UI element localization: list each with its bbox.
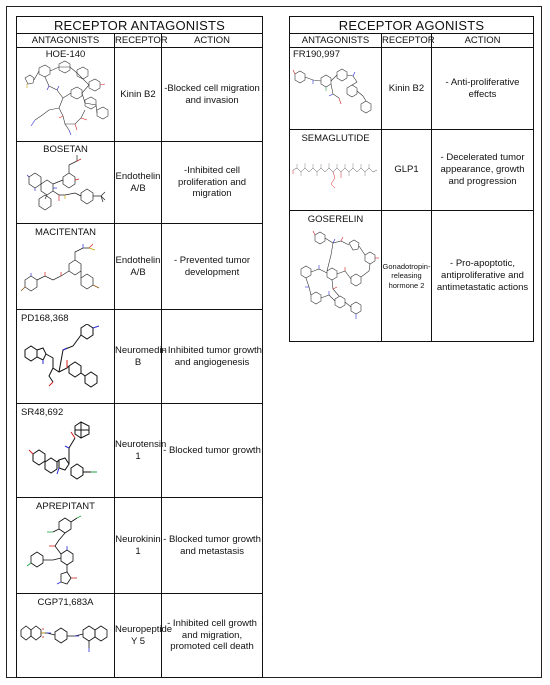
compound-cell	[290, 211, 382, 342]
compound-name: SEMAGLUTIDE	[301, 133, 370, 144]
table-row	[17, 498, 263, 594]
compound-cell	[290, 130, 382, 211]
hoe140-structure-icon	[19, 60, 113, 136]
table-row	[17, 404, 263, 498]
action-cell: - Inhibited cell growth and migration, promoted cell death	[162, 594, 263, 678]
table-row	[17, 48, 263, 142]
action-cell: - Inhibited tumor growth and angiogenesis	[162, 310, 263, 404]
action-cell: -Inhibited cell proliferation and migration	[162, 142, 263, 224]
macitentan-structure-icon	[19, 238, 113, 300]
semaglutide-structure-icon	[291, 144, 381, 204]
action-cell: -Blocked cell migration and invasion	[162, 48, 263, 142]
table-row	[17, 142, 263, 224]
column-header-antagonists: ANTAGONISTS	[290, 34, 382, 48]
compound-cell	[17, 224, 115, 310]
antagonists-table	[16, 16, 263, 678]
action-cell: - Anti-proliferative effects	[432, 48, 534, 130]
column-header-antagonists: ANTAGONISTS	[17, 34, 115, 48]
goserelin-structure-icon	[291, 225, 381, 333]
compound-name: SR48,692	[21, 407, 64, 418]
table-row	[17, 594, 263, 678]
table-row	[290, 48, 534, 130]
compound-cell	[17, 48, 115, 142]
receptor-cell: GLP1	[382, 130, 432, 211]
compound-name: FR190,997	[293, 49, 341, 60]
receptor-cell: Endothelin A/B	[115, 224, 162, 310]
compound-name: PD168,368	[21, 313, 69, 324]
compound-cell	[17, 142, 115, 224]
compound-name: CGP71,683A	[37, 597, 94, 608]
compound-name: GOSERELIN	[307, 214, 364, 225]
compound-cell	[17, 404, 115, 498]
compound-name: HOE-140	[45, 49, 86, 60]
column-header-action: ACTION	[162, 34, 263, 48]
receptor-cell: Gonadotropin-releasing hormone 2	[382, 211, 432, 342]
column-header-receptor: RECEPTOR	[115, 35, 168, 46]
action-cell: - Blocked tumor growth and metastasis	[162, 498, 263, 594]
table-row	[290, 130, 534, 211]
receptor-cell: Kinin B2	[382, 48, 432, 130]
action-cell: - Pro-apoptotic, antiproliferative and antimetastatic actions	[432, 211, 534, 342]
table-row	[17, 310, 263, 404]
compound-cell	[290, 48, 382, 130]
column-header-action: ACTION	[432, 34, 534, 48]
compound-name: APREPITANT	[36, 501, 95, 512]
action-cell: - Blocked tumor growth	[162, 404, 263, 498]
receptor-cell: Neurotensin 1	[115, 404, 162, 498]
column-header-receptor: RECEPTOR	[382, 35, 435, 46]
receptor-cell: Neuromedin B	[115, 310, 162, 404]
compound-name: MACITENTAN	[34, 227, 97, 238]
agonists-table	[289, 16, 534, 342]
sr48692-structure-icon	[19, 418, 113, 492]
agonists-table-title: RECEPTOR AGONISTS	[290, 17, 534, 34]
compound-cell	[17, 498, 115, 594]
compound-cell	[17, 594, 115, 678]
action-cell: - Prevented tumor development	[162, 224, 263, 310]
bosentan-structure-icon	[19, 155, 113, 217]
receptor-cell: Neurokinin 1	[115, 498, 162, 594]
pd168368-structure-icon	[19, 324, 113, 398]
receptor-cell: Endothelin A/B	[115, 142, 162, 224]
compound-cell	[17, 310, 115, 404]
action-cell: - Decelerated tumor appearance, growth and progression	[432, 130, 534, 211]
receptor-cell: Kinin B2	[115, 48, 162, 142]
compound-name: BOSETAN	[43, 144, 88, 155]
cgp71683a-structure-icon	[19, 608, 113, 672]
table-row	[290, 211, 534, 342]
aprepitant-structure-icon	[19, 512, 113, 588]
table-row	[17, 224, 263, 310]
receptor-cell: Neuropeptide Y 5	[115, 594, 162, 678]
antagonists-table-title: RECEPTOR ANTAGONISTS	[17, 17, 263, 34]
fr190997-structure-icon	[291, 60, 381, 122]
